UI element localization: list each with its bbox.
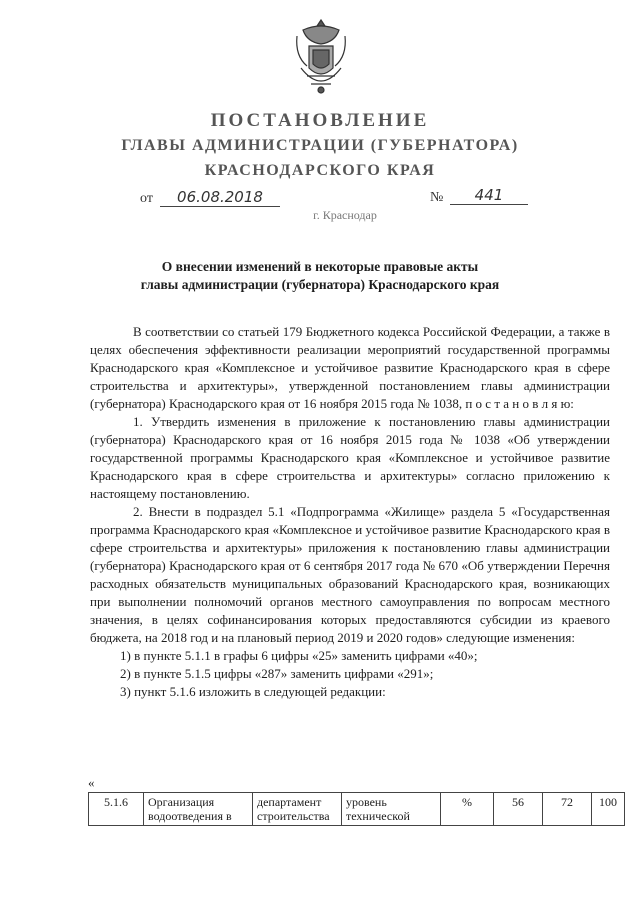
coat-of-arms-emblem [293,16,349,96]
date-value: 06.08.2018 [160,188,280,207]
issuer-heading-line2: КРАСНОДАРСКОГО КРАЯ [204,162,436,179]
table-cell: 5.1.6 [89,793,144,826]
issuer-heading-line1: ГЛАВЫ АДМИНИСТРАЦИИ (ГУБЕРНАТОРА) [121,137,519,154]
table-cell: % [441,793,494,826]
city-name: г. Краснодар [313,208,377,222]
document-body [90,323,610,701]
number-label: № [430,190,444,205]
document-title [0,258,640,294]
subitem-1: 1) в пункте 5.1.1 в графы 6 цифры «25» заменить цифрами «40»; [120,648,478,663]
document-title-line1: О внесении изменений в некоторые правовые акты [161,259,479,274]
table-cell: 56 [494,793,543,826]
date-label: от [140,191,153,206]
table-cell: департамент строительства [253,793,342,826]
table-cell: Организация водоотведения в [144,793,253,826]
table-cell: 72 [543,793,592,826]
subitem-3: 3) пункт 5.1.6 изложить в следующей редакции: [120,684,386,699]
opening-quote: « [88,775,95,790]
table-row [89,793,625,826]
number-value: 441 [450,186,528,205]
subitem-2: 2) в пункте 5.1.5 цифры «287» заменить цифрами «291»; [120,666,434,681]
document-type-heading: ПОСТАНОВЛЕНИЕ [210,110,430,131]
item-1-paragraph: 1. Утвердить изменения в приложение к постановлению главы администрации (губернатора) Краснодарского края от 16 ноября 2015 года № 1038 «Об утверждении государственной программы Краснодарского края «Комплексное и устойчивое развитие Краснодарского края в сфере строительства и архитектуры» согласно приложению к настоящему постановлению. [90,414,610,501]
table-cell: уровень технической [342,793,441,826]
table-cell: 100 [592,793,625,826]
item-2-paragraph: 2. Внести в подраздел 5.1 «Подпрограмма «Жилище» раздела 5 «Государственная программа Краснодарского края «Комплексное и устойчивое развитие Краснодарского края в сфере строительства и архитектуры» приложения к постановлению главы администрации (губернатора) Краснодарского края от 6 сентября 2017 года № 670 «Об утверждении Перечня расходных обязательств муниципальных образований Краснодарского края, возникающих при выполнении полномочий органов местного самоуправления по вопросам местного значения, в целях софинансирования которых предоставляются субсидии из краевого бюджета, на 2018 год и на плановый период 2019 и 2020 годов» следующие изменения: [90,504,610,645]
document-title-line2: главы администрации (губернатора) Краснодарского края [140,277,500,292]
intro-paragraph: В соответствии со статьей 179 Бюджетного кодекса Российской Федерации, а также в целях обеспечения эффективности реализации мероприятий государственной программы Краснодарского края «Комплексное и устойчивое развитие Краснодарского края в сфере строительства и архитектуры», утвержденной постановлением главы администрации (губернатора) Краснодарского края от 16 ноября 2015 года № 1038, п о с т а н о в л я ю: [90,324,610,411]
amendment-table [88,792,625,826]
